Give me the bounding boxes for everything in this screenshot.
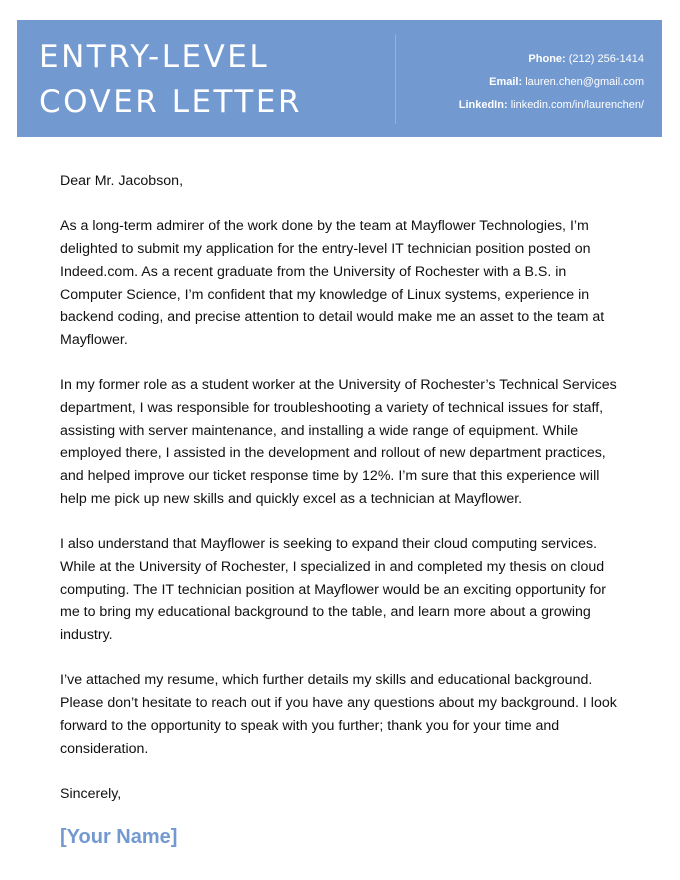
letter-greeting: Dear Mr. Jacobson,	[60, 173, 184, 189]
signature-name: [Your Name]	[60, 825, 178, 848]
letter-closing: Sincerely,	[60, 785, 122, 802]
contact-email	[459, 71, 644, 94]
header-banner	[17, 20, 662, 137]
email-label: Email:	[489, 76, 523, 88]
title-line-2: COVER LETTER	[39, 84, 302, 120]
letter-paragraph-2: In my former role as a student worker at the University of Rochester’s Technical Services department, I was responsible for troubleshooting a variety of technical issues for staff, assisting with server maintenance, and installing a wide range of equipment. While employed there, I assisted in the development and rollout of new department practices, and helped improve our ticket response time by 12%. I’m sure that this experience will help me pick up new skills and quickly excel as a technician at Mayflower.	[60, 377, 617, 507]
letter-body	[60, 170, 625, 851]
header-divider	[395, 34, 396, 124]
contact-linkedin	[459, 94, 644, 117]
letter-paragraph-1: As a long-term admirer of the work done by the team at Mayflower Technologies, I’m delighted to submit my application for the entry-level IT technician position posted on Indeed.com. As a recent graduate from the University of Rochester with a B.S. in Computer Science, I’m confident that my knowledge of Linux systems, experience in backend coding, and precise attention to detail would make me an asset to the team at Mayflower.	[60, 218, 605, 348]
title-line-1: ENTRY-LEVEL	[39, 39, 270, 75]
document-title	[39, 35, 302, 125]
contact-block	[459, 48, 644, 117]
phone-value: (212) 256-1414	[568, 53, 644, 65]
phone-label: Phone:	[528, 53, 566, 65]
letter-paragraph-3: I also understand that Mayflower is seeking to expand their cloud computing services. While at the University of Rochester, I specialized in and completed my thesis on cloud computing. The IT technician position at Mayflower would be an exciting opportunity for me to bring my educational background to the table, and learn more about a growing industry.	[60, 536, 606, 644]
letter-paragraph-4: I’ve attached my resume, which further details my skills and educational background. Please don’t hesitate to reach out if you have any questions about my background. I look forward to the opportunity to speak with you further; thank you for your time and consideration.	[60, 672, 617, 757]
linkedin-value: linkedin.com/in/laurenchen/	[510, 99, 644, 111]
linkedin-label: LinkedIn:	[458, 99, 508, 111]
contact-phone	[459, 48, 644, 71]
email-value: lauren.chen@gmail.com	[525, 76, 644, 88]
